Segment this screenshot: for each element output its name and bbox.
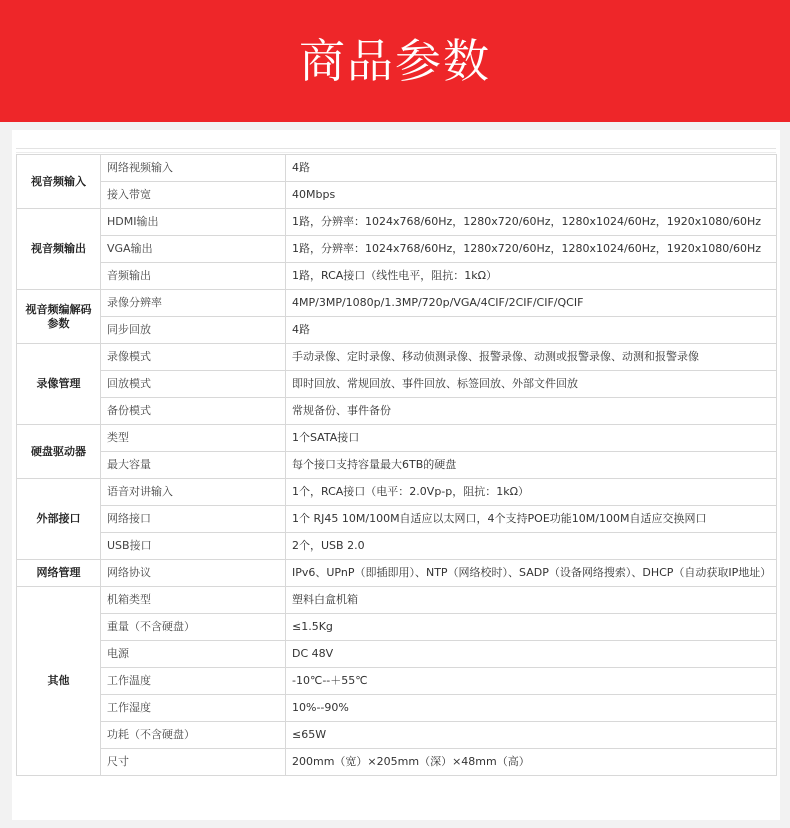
table-row	[17, 560, 777, 587]
param-name-cell: 回放模式	[101, 371, 286, 398]
param-value-cell: 200mm（宽）×205mm（深）×48mm（高）	[286, 749, 777, 776]
table-row	[17, 263, 777, 290]
param-value-cell: 1路，分辨率：1024x768/60Hz，1280x720/60Hz，1280x1024/60Hz，1920x1080/60Hz	[286, 236, 777, 263]
category-cell: 视音频输入	[17, 155, 101, 209]
param-name-cell: 最大容量	[101, 452, 286, 479]
table-row	[17, 290, 777, 317]
table-row	[17, 425, 777, 452]
divider	[16, 152, 776, 153]
param-value-cell: ≤65W	[286, 722, 777, 749]
param-name-cell: 录像模式	[101, 344, 286, 371]
param-value-cell: 1个，RCA接口（电平：2.0Vp-p，阻抗：1kΩ）	[286, 479, 777, 506]
param-value-cell: ≤1.5Kg	[286, 614, 777, 641]
table-row	[17, 317, 777, 344]
param-name-cell: VGA输出	[101, 236, 286, 263]
param-name-cell: USB接口	[101, 533, 286, 560]
table-row	[17, 695, 777, 722]
param-value-cell: 塑料白盒机箱	[286, 587, 777, 614]
table-row	[17, 722, 777, 749]
table-row	[17, 749, 777, 776]
param-name-cell: 工作温度	[101, 668, 286, 695]
content-frame	[0, 122, 790, 828]
param-name-cell: 网络视频输入	[101, 155, 286, 182]
param-value-cell: 每个接口支持容量最大6TB的硬盘	[286, 452, 777, 479]
table-row	[17, 506, 777, 533]
table-row	[17, 479, 777, 506]
table-row	[17, 614, 777, 641]
table-row	[17, 209, 777, 236]
param-name-cell: 录像分辨率	[101, 290, 286, 317]
param-name-cell: 网络接口	[101, 506, 286, 533]
category-cell: 其他	[17, 587, 101, 776]
table-row	[17, 641, 777, 668]
param-value-cell: 1个 RJ45 10M/100M自适应以太网口，4个支持POE功能10M/100M自适应交换网口	[286, 506, 777, 533]
param-name-cell: 音频输出	[101, 263, 286, 290]
param-name-cell: 工作湿度	[101, 695, 286, 722]
param-value-cell: 手动录像、定时录像、移动侦测录像、报警录像、动测或报警录像、动测和报警录像	[286, 344, 777, 371]
table-row	[17, 236, 777, 263]
param-name-cell: HDMI输出	[101, 209, 286, 236]
table-row	[17, 398, 777, 425]
param-name-cell: 重量（不含硬盘）	[101, 614, 286, 641]
spec-table	[16, 154, 777, 776]
spec-panel	[12, 130, 780, 820]
param-name-cell: 备份模式	[101, 398, 286, 425]
param-value-cell: 1路，RCA接口（线性电平，阻抗：1kΩ）	[286, 263, 777, 290]
category-cell: 网络管理	[17, 560, 101, 587]
param-value-cell: 2个，USB 2.0	[286, 533, 777, 560]
category-cell: 录像管理	[17, 344, 101, 425]
divider	[16, 148, 776, 149]
param-value-cell: IPv6、UPnP（即插即用）、NTP（网络校时）、SADP（设备网络搜索）、DHCP（自动获取IP地址）	[286, 560, 777, 587]
table-row	[17, 533, 777, 560]
table-row	[17, 155, 777, 182]
category-cell: 视音频输出	[17, 209, 101, 290]
header-banner	[0, 0, 790, 122]
page-title: 商品参数	[299, 34, 491, 88]
param-name-cell: 网络协议	[101, 560, 286, 587]
category-cell: 视音频编解码参数	[17, 290, 101, 344]
param-name-cell: 尺寸	[101, 749, 286, 776]
param-name-cell: 语音对讲输入	[101, 479, 286, 506]
param-name-cell: 同步回放	[101, 317, 286, 344]
category-cell: 外部接口	[17, 479, 101, 560]
param-value-cell: 1路，分辨率：1024x768/60Hz，1280x720/60Hz，1280x1024/60Hz，1920x1080/60Hz	[286, 209, 777, 236]
table-row	[17, 182, 777, 209]
param-value-cell: 常规备份、事件备份	[286, 398, 777, 425]
param-name-cell: 类型	[101, 425, 286, 452]
table-row	[17, 668, 777, 695]
table-row	[17, 344, 777, 371]
param-value-cell: -10℃--＋55℃	[286, 668, 777, 695]
param-name-cell: 功耗（不含硬盘）	[101, 722, 286, 749]
table-row	[17, 371, 777, 398]
table-row	[17, 452, 777, 479]
param-value-cell: 40Mbps	[286, 182, 777, 209]
param-value-cell: 4MP/3MP/1080p/1.3MP/720p/VGA/4CIF/2CIF/CIF/QCIF	[286, 290, 777, 317]
table-row	[17, 587, 777, 614]
param-value-cell: 4路	[286, 317, 777, 344]
param-name-cell: 机箱类型	[101, 587, 286, 614]
param-value-cell: 10%--90%	[286, 695, 777, 722]
param-value-cell: 4路	[286, 155, 777, 182]
param-value-cell: DC 48V	[286, 641, 777, 668]
param-name-cell: 电源	[101, 641, 286, 668]
param-value-cell: 即时回放、常规回放、事件回放、标签回放、外部文件回放	[286, 371, 777, 398]
param-name-cell: 接入带宽	[101, 182, 286, 209]
category-cell: 硬盘驱动器	[17, 425, 101, 479]
param-value-cell: 1个SATA接口	[286, 425, 777, 452]
